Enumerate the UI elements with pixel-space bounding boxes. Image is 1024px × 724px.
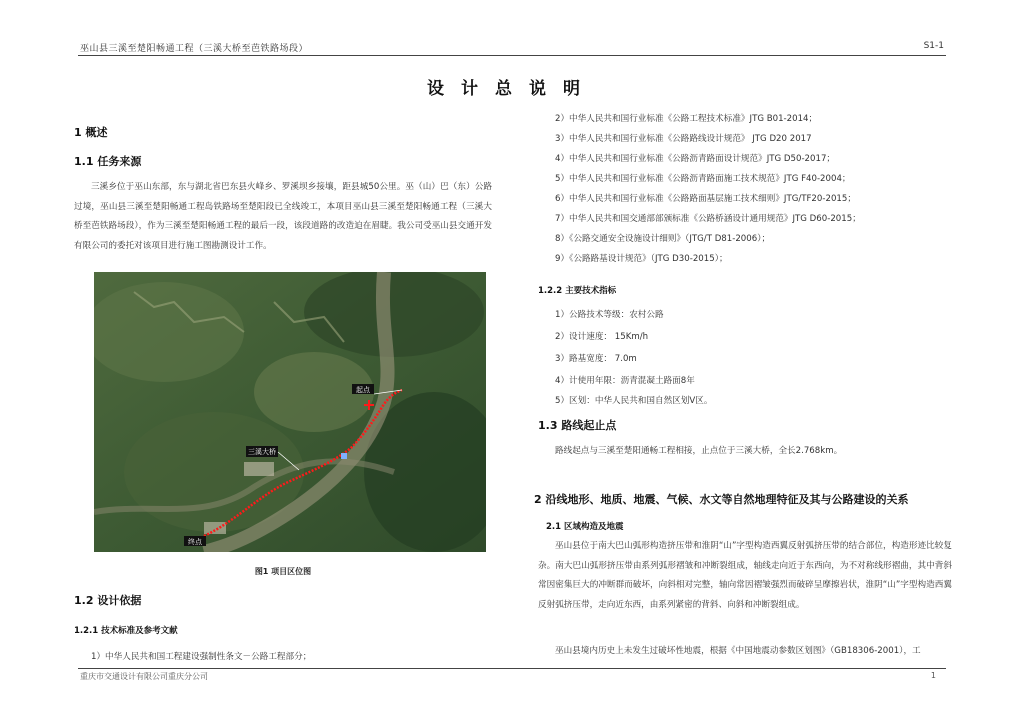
reference-item: 6）中华人民共和国行业标准《公路路面基层施工技术细则》JTG/TF20-2015； <box>555 194 856 204</box>
page-header <box>78 41 946 56</box>
route-paragraph: 路线起点与三溪至楚阳通畅工程相接，止点位于三溪大桥，全长2.768km。 <box>555 446 843 456</box>
section-1-3-heading: 1.3 路线起止点 <box>538 419 617 432</box>
section-1-2-1-heading: 1.2.1 技术标准及参考文献 <box>74 626 178 636</box>
seismic-paragraph: 巫山县境内历史上未发生过破坏性地震，根据《中国地震动参数区划图》（GB18306-2001），工 <box>555 646 921 656</box>
spec-item: 5）区划：中华人民共和国自然区划Ⅴ区。 <box>555 396 713 406</box>
section-1-2-2-heading: 1.2.2 主要技术指标 <box>538 286 617 296</box>
map-label-end: 终点 <box>188 538 202 546</box>
reference-item: 9）《公路路基设计规范》（JTG D30-2015）； <box>555 254 728 264</box>
footer-page-number: 1 <box>930 671 936 680</box>
section-2-heading: 2 沿线地形、地质、地震、气候、水文等自然地理特征及其与公路建设的关系 <box>534 493 909 506</box>
map-label-mid: 三溪大桥 <box>248 448 276 456</box>
reference-item: 8）《公路交通安全设施设计细则》（JTG/T D81-2006）； <box>555 234 771 244</box>
reference-item: 7）中华人民共和国交通部部颁标准《公路桥涵设计通用规范》JTG D60-2015； <box>555 214 861 224</box>
section-2-1-heading: 2.1 区域构造及地震 <box>546 522 624 532</box>
section-1-2-heading: 1.2 设计依据 <box>74 594 142 607</box>
page-footer <box>78 668 946 683</box>
task-source-paragraph: 三溪乡位于巫山东部，东与湖北省巴东县火峰乡、罗溪坝乡接壤，距县城50公里。巫（山）巴（东）公路过境，巫山县三溪至楚阳畅通工程岛铁路场至楚阳段已全线竣工，本项目巫山县三溪至楚阳畅通工程（三溪大桥至芭铁路场段），作为三溪至楚阳畅通工程的最后一段，该段道路的改造迫在眉睫。我公司受巫山县交通开发有限公司的委托对该项目进行施工图勘测设计工作。 <box>74 182 492 251</box>
section-1-1-heading: 1.1 任务来源 <box>74 155 142 168</box>
reference-item: 2）中华人民共和国行业标准《公路工程技术标准》JTG B01-2014； <box>555 114 818 124</box>
reference-item: 5）中华人民共和国行业标准《公路沥青路面施工技术规范》JTG F40-2004； <box>555 174 851 184</box>
map-label-start: 起点 <box>356 386 370 394</box>
header-sheet-number: S1-1 <box>923 41 944 51</box>
spec-item: 4）计使用年限：沥青混凝土路面8年 <box>555 376 695 386</box>
reference-item: 1）中华人民共和国工程建设强制性条文－公路工程部分； <box>91 652 312 662</box>
end-marker <box>184 536 206 546</box>
document-title: 设计总说明 <box>427 79 597 99</box>
geology-paragraph: 巫山县位于南大巴山弧形构造挤压带和淮阴“山”字型构造西翼反射弧挤压带的结合部位，构造形迹比较复杂。南大巴山弧形挤压带由系列弧形褶皱和冲断裂组成，轴线走向近于东西向，为不对称线形褶曲，其中背斜常因密集巨大的冲断群而破坏，向斜相对完整，轴向常因褶皱强烈而破碎呈摩擦岩状，淮阴“山”字型构造西翼反射弧挤压带，走向近东西，由系列紧密的背斜、向斜和冲断裂组成。 <box>538 541 952 610</box>
reference-item: 4）中华人民共和国行业标准《公路沥青路面设计规范》JTG D50-2017； <box>555 154 836 164</box>
satellite-map-drawing <box>94 272 486 552</box>
footer-company: 重庆市交通设计有限公司重庆分公司 <box>80 672 208 681</box>
spec-item: 2）设计速度： 15Km/h <box>555 332 649 342</box>
location-map-image <box>94 272 486 552</box>
figure-caption: 图1 项目区位图 <box>254 567 312 576</box>
reference-item: 3）中华人民共和国行业标准《公路路线设计规范》 JTG D20 2017 <box>555 134 812 144</box>
header-project-name: 巫山县三溪至楚阳畅通工程（三溪大桥至芭铁路场段） <box>80 44 309 54</box>
section-1-heading: 1 概述 <box>74 126 108 139</box>
spec-item: 1）公路技术等级：农村公路 <box>555 310 664 320</box>
spec-item: 3）路基宽度： 7.0m <box>555 354 637 364</box>
